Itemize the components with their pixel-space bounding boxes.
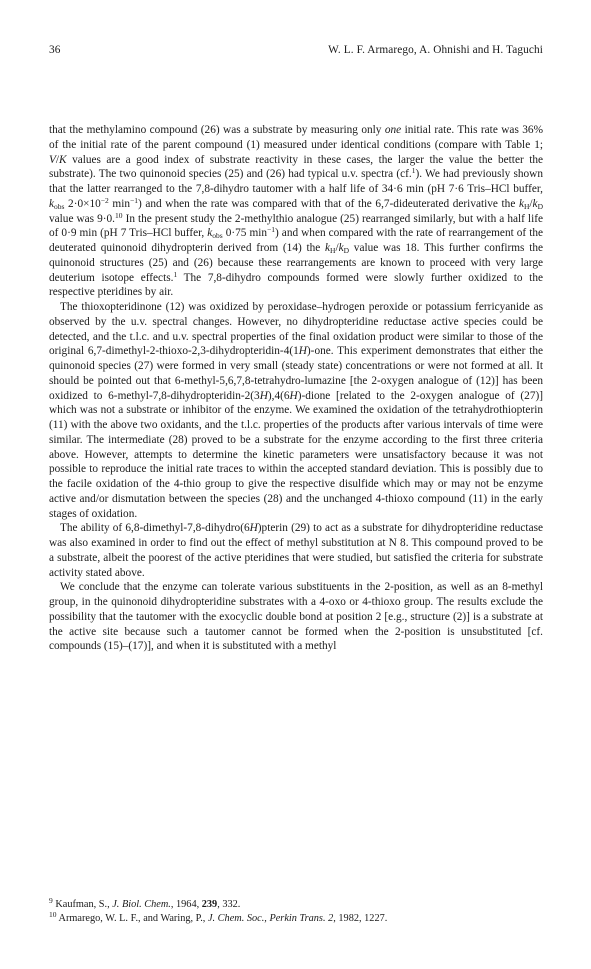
footnotes [49,898,543,926]
paragraph: that the methylamino compound (26) was a substrate by measuring only one initial rate. This rate was 36% of the initial rate of the parent compound (1) measured under identical conditions (compare with Table 1; V/K values are a good index of substrate reactivity in these cases, the larger the value the better the substrate). The two quinonoid species (25) and (26) had typical u.v. spectra (cf.$^1$). We had previously shown that the latter rearranged to the 7,8-dihydro tautomer with a half life of 34·6 min (pH 7·6 Tris–HCl buffer, $k_{obs}$ $2\cdot 0\times 10^{-2}$ $\min^{-1}$) and when the rate was compared with that of the 6,7-dideuterated derivative the $k_H/k_D$ value was 9·0.10 In the present study the 2-methylthio analogue (25) rearranged similarly, but with a half life of 0·9 min (pH 7 Tris–HCl buffer, $k_{obs}$ 0·75 $\min^{-1}$) and when compared with the rate of rearrangement of the deuterated quinonoid dihydropterin derived from (14) the $k_H/k_D$ value was 18. This further confirms the quinonoid structures (25) and (26) because these rearrangements are known to proceed with very large deuterium isotope effects.$^1$ The 7,8-dihydro compounds formed were slowly further oxidized to the respective pteridines by air. [49,124,543,299]
paragraph: The thioxopteridinone (12) was oxidized by peroxidase–hydrogen peroxide or potassium ferricyanide as observed by the u.v. spectral changes. However, no dihydropteridine reductase active species could be detected, and the t.l.c. and u.v. spectral properties of the final oxidation product were similar to those of the original 6,7-dimethyl-2-thioxo-2,3-dihydropteridin-4(1H)-one. This experiment demonstrates that either the quinonoid species (27) were formed in very small (steady state) concentrations or were not formed at all. It should be pointed out that 6-methyl-5,6,7,8-tetrahydro-lumazine [the 2-oxygen analogue of (12)] has been oxidized to 6-methyl-7,8-dihydropteridin-2(3H),4(6H)-dione [related to the 2-oxygen analogue of (27)] which was not a substrate or inhibitor of the enzyme. We examined the oxidation of the tetrahydrothiopterin (11) with the above two oxidants, and the t.l.c. properties of the products after various intervals of time were similar. The intermediate (28) proved to be a substrate for the enzyme according to the first three criteria above. However, attempts to determine the kinetic parameters were unsatisfactory because it was not possible to reproduce the initial rate traces to within the accepted standard deviation. This is possibly due to the facile oxidation of the 4-thio group to give the respective disulfide which may or may not be enzyme active and/or dismutation between the species (28) and the unchanged 4-thioxo compound (11) in the early stages of oxidation. [49,301,544,520]
running-head-authors: W. L. F. Armarego, A. Ohnishi and H. Taguchi [328,44,543,56]
footnote-10: $^{10}$ Armarego, W. L. F., and Waring, P., J. Chem. Soc., Perkin Trans. 2, 1982, 1227. [49,910,388,924]
page-number: 36 [49,44,61,56]
paragraph: The ability of 6,8-dimethyl-7,8-dihydro(6H)pterin (29) to act as a substrate for dihydropteridine reductase was also examined in order to find out the effect of methyl substitution at N 8. This compound proved to be a substrate, albeit the poorest of the active pteridines that were studied, but satisfied the criteria for substrate activity stated above. [49,522,543,579]
paragraph: We conclude that the enzyme can tolerate various substituents in the 2-position, as well as an 8-methyl group, in the quinonoid dihydropteridine substrates with a 4-oxo or 4-thioxo group. The results exclude the possibility that the tautomer with the exocyclic double bond at position 2 [e.g., structure (2)] is a substrate at the active site because such a tautomer cannot be formed when the 2-position is unsubstituted [cf. compounds (15)–(17)], and when it is substituted with a methyl [49,581,543,653]
footnote-9: $^9$ Kaufman, S., J. Biol. Chem., 1964, 239, 332. [49,896,241,910]
body-text [49,123,543,654]
